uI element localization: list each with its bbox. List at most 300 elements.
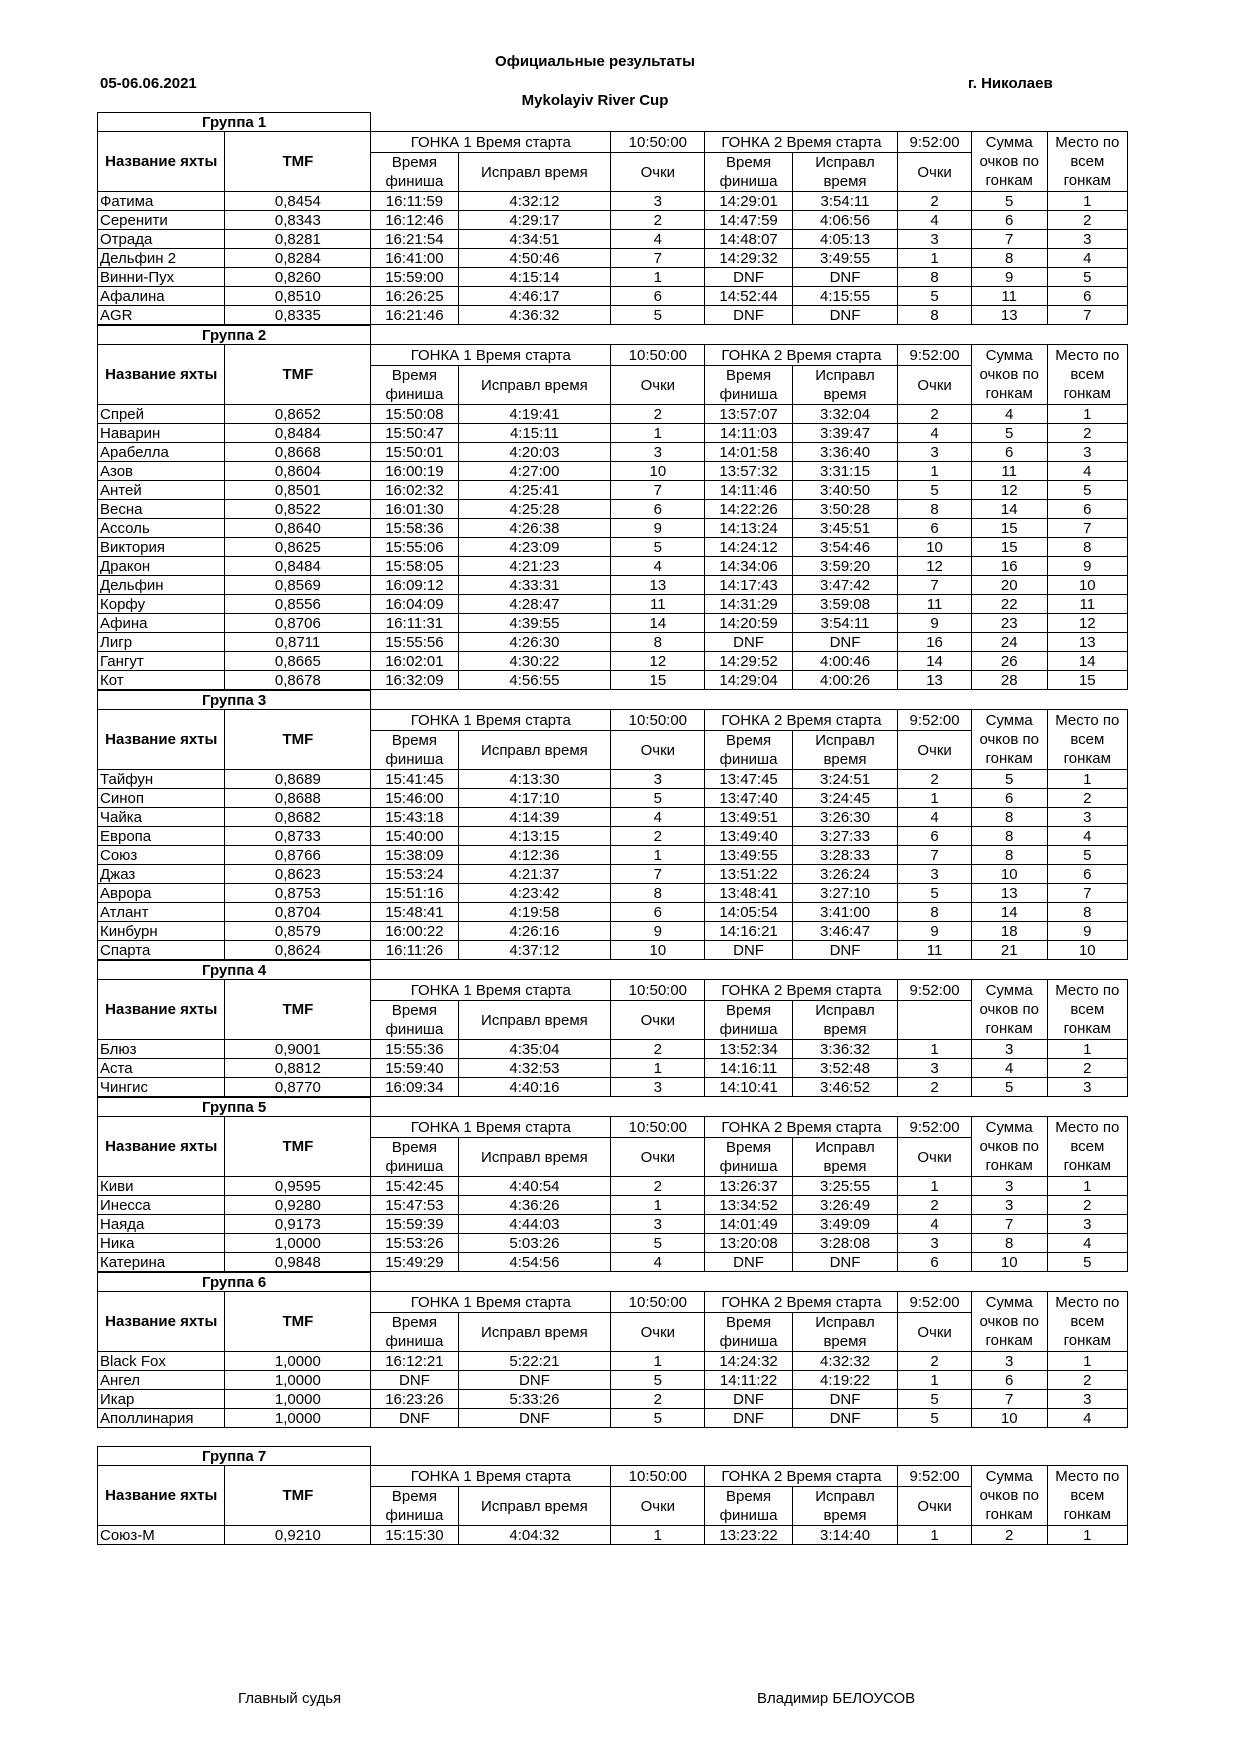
- col-header-race1-points: Очки: [611, 731, 705, 770]
- race1-finish: 16:01:30: [371, 500, 458, 519]
- race1-header: ГОНКА 1 Время старта: [371, 710, 611, 731]
- yacht-name: Спрей: [98, 405, 225, 424]
- race2-finish: 13:26:37: [705, 1177, 792, 1196]
- race1-points: 3: [611, 1215, 705, 1234]
- race1-corrected: 4:36:26: [458, 1196, 611, 1215]
- race1-finish: 15:59:39: [371, 1215, 458, 1234]
- col-header-sum: Сумма очков по гонкам: [971, 1117, 1047, 1177]
- tmf-value: 0,8753: [225, 884, 371, 903]
- yacht-name: Аста: [98, 1059, 225, 1078]
- yacht-name: Арабелла: [98, 443, 225, 462]
- tmf-value: 0,8335: [225, 306, 371, 325]
- yacht-name: Гангут: [98, 652, 225, 671]
- tmf-value: 0,8706: [225, 614, 371, 633]
- race2-corrected: DNF: [792, 268, 898, 287]
- race1-finish: 16:23:26: [371, 1390, 458, 1409]
- overall-place: 6: [1047, 287, 1127, 306]
- race1-points: 1: [611, 424, 705, 443]
- col-header-tmf: TMF: [225, 1292, 371, 1352]
- race2-points: 1: [898, 1371, 971, 1390]
- table-row: [98, 1215, 1128, 1234]
- race2-points: 2: [898, 1196, 971, 1215]
- race1-finish: 16:12:46: [371, 211, 458, 230]
- col-header-name: Название яхты: [98, 1117, 225, 1177]
- overall-place: 3: [1047, 230, 1127, 249]
- race1-corrected: DNF: [458, 1371, 611, 1390]
- race2-header: ГОНКА 2 Время старта: [705, 1292, 898, 1313]
- overall-place: 10: [1047, 941, 1127, 960]
- table-row: [98, 1390, 1128, 1409]
- col-header-tmf: TMF: [225, 710, 371, 770]
- race2-corrected: 3:36:40: [792, 443, 898, 462]
- race1-finish: 15:55:06: [371, 538, 458, 557]
- tmf-value: 0,8343: [225, 211, 371, 230]
- race2-finish: 13:49:51: [705, 808, 792, 827]
- yacht-name: Инесса: [98, 1196, 225, 1215]
- race1-points: 4: [611, 808, 705, 827]
- race1-corrected: 4:25:41: [458, 481, 611, 500]
- yacht-name: Ника: [98, 1234, 225, 1253]
- race1-corrected: 4:30:22: [458, 652, 611, 671]
- race2-corrected: DNF: [792, 941, 898, 960]
- yacht-name: Весна: [98, 500, 225, 519]
- total-points: 4: [971, 1059, 1047, 1078]
- group-title: Группа 5: [98, 1098, 371, 1117]
- table-row: [98, 1352, 1128, 1371]
- col-header-race2-finish: Время финиша: [705, 1487, 792, 1526]
- race1-points: 15: [611, 671, 705, 690]
- col-header-race1-corrected: Исправл время: [458, 1001, 611, 1040]
- col-header-race1-finish: Время финиша: [371, 731, 458, 770]
- race1-finish: 16:04:09: [371, 595, 458, 614]
- race1-corrected: 4:28:47: [458, 595, 611, 614]
- total-points: 2: [971, 1526, 1047, 1545]
- race1-finish: 16:11:26: [371, 941, 458, 960]
- race2-points: 6: [898, 519, 971, 538]
- race2-finish: 14:11:22: [705, 1371, 792, 1390]
- tmf-value: 0,8704: [225, 903, 371, 922]
- total-points: 8: [971, 846, 1047, 865]
- race1-finish: 15:46:00: [371, 789, 458, 808]
- race2-points: 9: [898, 922, 971, 941]
- tmf-value: 0,8484: [225, 424, 371, 443]
- yacht-name: Аполлинария: [98, 1409, 225, 1428]
- race1-corrected: 4:23:42: [458, 884, 611, 903]
- overall-place: 5: [1047, 1253, 1127, 1272]
- table-row: [98, 424, 1128, 443]
- yacht-name: Джаз: [98, 865, 225, 884]
- tmf-value: 0,8579: [225, 922, 371, 941]
- race2-finish: 14:24:12: [705, 538, 792, 557]
- table-row: [98, 576, 1128, 595]
- race2-header: ГОНКА 2 Время старта: [705, 345, 898, 366]
- overall-place: 9: [1047, 922, 1127, 941]
- overall-place: 1: [1047, 405, 1127, 424]
- race2-corrected: 4:32:32: [792, 1352, 898, 1371]
- race2-finish: 14:22:26: [705, 500, 792, 519]
- race1-points: 12: [611, 652, 705, 671]
- event-date: 05-06.06.2021: [100, 75, 197, 92]
- group-title: Группа 1: [98, 113, 371, 132]
- race1-header: ГОНКА 1 Время старта: [371, 345, 611, 366]
- yacht-name: Кот: [98, 671, 225, 690]
- race2-corrected: 3:46:52: [792, 1078, 898, 1097]
- race2-points: 3: [898, 1059, 971, 1078]
- race2-corrected: 3:40:50: [792, 481, 898, 500]
- race1-points: 5: [611, 1234, 705, 1253]
- table-row: [98, 1409, 1128, 1428]
- race2-points: 7: [898, 846, 971, 865]
- race1-corrected: 4:19:41: [458, 405, 611, 424]
- race1-finish: DNF: [371, 1371, 458, 1390]
- col-header-race1-corrected: Исправл время: [458, 1313, 611, 1352]
- race1-start-time: 10:50:00: [611, 1117, 705, 1138]
- race1-corrected: 4:40:16: [458, 1078, 611, 1097]
- race1-points: 2: [611, 1390, 705, 1409]
- race2-finish: 14:24:32: [705, 1352, 792, 1371]
- yacht-name: Аврора: [98, 884, 225, 903]
- col-header-tmf: TMF: [225, 980, 371, 1040]
- race2-corrected: 3:39:47: [792, 424, 898, 443]
- table-row: [98, 1253, 1128, 1272]
- race2-points: 11: [898, 595, 971, 614]
- race2-finish: 13:57:07: [705, 405, 792, 424]
- total-points: 11: [971, 462, 1047, 481]
- race2-finish: 14:11:46: [705, 481, 792, 500]
- col-header-race1-corrected: Исправл время: [458, 1138, 611, 1177]
- race1-finish: 15:48:41: [371, 903, 458, 922]
- overall-place: 2: [1047, 211, 1127, 230]
- table-row: [98, 287, 1128, 306]
- race1-corrected: 4:40:54: [458, 1177, 611, 1196]
- col-header-race1-finish: Время финиша: [371, 366, 458, 405]
- col-header-race1-finish: Время финиша: [371, 1138, 458, 1177]
- col-header-place: Место по всем гонкам: [1047, 132, 1127, 192]
- race1-start-time: 10:50:00: [611, 1466, 705, 1487]
- race1-points: 2: [611, 1040, 705, 1059]
- race1-corrected: 4:33:31: [458, 576, 611, 595]
- race1-corrected: 4:29:17: [458, 211, 611, 230]
- table-row: [98, 652, 1128, 671]
- race1-finish: 16:21:46: [371, 306, 458, 325]
- race1-header: ГОНКА 1 Время старта: [371, 1466, 611, 1487]
- total-points: 20: [971, 576, 1047, 595]
- race2-header: ГОНКА 2 Время старта: [705, 1117, 898, 1138]
- race1-finish: 15:47:53: [371, 1196, 458, 1215]
- tmf-value: 0,8501: [225, 481, 371, 500]
- yacht-name: Дельфин: [98, 576, 225, 595]
- race1-start-time: 10:50:00: [611, 1292, 705, 1313]
- table-row: [98, 789, 1128, 808]
- race1-corrected: 4:26:16: [458, 922, 611, 941]
- race2-finish: 14:31:29: [705, 595, 792, 614]
- race1-corrected: 5:03:26: [458, 1234, 611, 1253]
- col-header-sum: Сумма очков по гонкам: [971, 1466, 1047, 1526]
- total-points: 15: [971, 538, 1047, 557]
- race1-header: ГОНКА 1 Время старта: [371, 1292, 611, 1313]
- table-row: [98, 865, 1128, 884]
- race1-corrected: 4:23:09: [458, 538, 611, 557]
- group-title-spacer: [371, 1447, 1128, 1466]
- race2-finish: DNF: [705, 1253, 792, 1272]
- total-points: 26: [971, 652, 1047, 671]
- group-title: Группа 6: [98, 1273, 371, 1292]
- table-row: [98, 405, 1128, 424]
- col-header-name: Название яхты: [98, 1292, 225, 1352]
- overall-place: 5: [1047, 481, 1127, 500]
- race2-finish: 13:34:52: [705, 1196, 792, 1215]
- race2-finish: 14:34:06: [705, 557, 792, 576]
- race1-points: 2: [611, 405, 705, 424]
- race2-finish: 14:48:07: [705, 230, 792, 249]
- race1-corrected: 4:15:14: [458, 268, 611, 287]
- race2-finish: 14:52:44: [705, 287, 792, 306]
- race2-points: 2: [898, 1078, 971, 1097]
- race1-points: 5: [611, 789, 705, 808]
- race2-points: 8: [898, 306, 971, 325]
- yacht-name: Союз-М: [98, 1526, 225, 1545]
- race1-corrected: DNF: [458, 1409, 611, 1428]
- event-city: г. Николаев: [968, 75, 1053, 92]
- race1-points: 1: [611, 1059, 705, 1078]
- race1-corrected: 4:19:58: [458, 903, 611, 922]
- col-header-place: Место по всем гонкам: [1047, 345, 1127, 405]
- race2-start-time: 9:52:00: [898, 710, 971, 731]
- race1-corrected: 4:27:00: [458, 462, 611, 481]
- col-header-race2-corrected: Исправл время: [792, 1138, 898, 1177]
- total-points: 7: [971, 1390, 1047, 1409]
- race2-corrected: 3:26:24: [792, 865, 898, 884]
- col-header-tmf: TMF: [225, 1117, 371, 1177]
- race1-finish: 16:12:21: [371, 1352, 458, 1371]
- table-row: [98, 827, 1128, 846]
- total-points: 22: [971, 595, 1047, 614]
- group-title: Группа 2: [98, 326, 371, 345]
- race1-corrected: 4:54:56: [458, 1253, 611, 1272]
- table-row: [98, 633, 1128, 652]
- col-header-race2-points: Очки: [898, 731, 971, 770]
- race2-header: ГОНКА 2 Время старта: [705, 132, 898, 153]
- yacht-name: Азов: [98, 462, 225, 481]
- tmf-value: 0,8711: [225, 633, 371, 652]
- total-points: 6: [971, 443, 1047, 462]
- race2-corrected: 3:31:15: [792, 462, 898, 481]
- race1-points: 11: [611, 595, 705, 614]
- table-row: [98, 941, 1128, 960]
- race1-corrected: 4:13:30: [458, 770, 611, 789]
- overall-place: 2: [1047, 1059, 1127, 1078]
- race2-header: ГОНКА 2 Время старта: [705, 980, 898, 1001]
- overall-place: 14: [1047, 652, 1127, 671]
- col-header-race1-finish: Время финиша: [371, 1313, 458, 1352]
- race2-points: 5: [898, 1390, 971, 1409]
- overall-place: 7: [1047, 306, 1127, 325]
- col-header-sum: Сумма очков по гонкам: [971, 710, 1047, 770]
- yacht-name: Black Fox: [98, 1352, 225, 1371]
- overall-place: 5: [1047, 846, 1127, 865]
- table-row: [98, 1371, 1128, 1390]
- total-points: 10: [971, 1253, 1047, 1272]
- race1-finish: 16:11:59: [371, 192, 458, 211]
- yacht-name: Винни-Пух: [98, 268, 225, 287]
- race2-points: 11: [898, 941, 971, 960]
- col-header-race1-points: Очки: [611, 1313, 705, 1352]
- col-header-race2-corrected: Исправл время: [792, 153, 898, 192]
- race2-finish: 14:29:01: [705, 192, 792, 211]
- race1-corrected: 4:13:15: [458, 827, 611, 846]
- tmf-value: 1,0000: [225, 1234, 371, 1253]
- race2-points: 12: [898, 557, 971, 576]
- col-header-tmf: TMF: [225, 1466, 371, 1526]
- race2-finish: 14:01:58: [705, 443, 792, 462]
- race2-start-time: 9:52:00: [898, 1466, 971, 1487]
- overall-place: 9: [1047, 557, 1127, 576]
- race1-points: 1: [611, 1352, 705, 1371]
- total-points: 9: [971, 268, 1047, 287]
- overall-place: 5: [1047, 268, 1127, 287]
- table-row: [98, 1059, 1128, 1078]
- group-table: [97, 1272, 1128, 1428]
- group-title-spacer: [371, 113, 1128, 132]
- tmf-value: 0,8766: [225, 846, 371, 865]
- tmf-value: 0,8682: [225, 808, 371, 827]
- col-header-place: Место по всем гонкам: [1047, 710, 1127, 770]
- table-row: [98, 500, 1128, 519]
- race1-finish: 15:50:01: [371, 443, 458, 462]
- tmf-value: 0,8812: [225, 1059, 371, 1078]
- tmf-value: 0,8284: [225, 249, 371, 268]
- group-table: [97, 1097, 1128, 1272]
- total-points: 5: [971, 770, 1047, 789]
- race1-corrected: 4:50:46: [458, 249, 611, 268]
- group-title: Группа 4: [98, 961, 371, 980]
- race2-corrected: DNF: [792, 633, 898, 652]
- race2-corrected: 3:36:32: [792, 1040, 898, 1059]
- race1-finish: 15:55:36: [371, 1040, 458, 1059]
- overall-place: 1: [1047, 1352, 1127, 1371]
- race1-corrected: 4:04:32: [458, 1526, 611, 1545]
- race1-finish: 15:58:05: [371, 557, 458, 576]
- race2-points: 8: [898, 500, 971, 519]
- race2-corrected: 4:06:56: [792, 211, 898, 230]
- race2-points: 8: [898, 903, 971, 922]
- race2-finish: 14:16:11: [705, 1059, 792, 1078]
- race1-points: 7: [611, 865, 705, 884]
- race1-points: 5: [611, 1409, 705, 1428]
- race2-points: 4: [898, 424, 971, 443]
- yacht-name: Наварин: [98, 424, 225, 443]
- race2-finish: DNF: [705, 1390, 792, 1409]
- race2-points: 2: [898, 1352, 971, 1371]
- col-header-race1-points: Очки: [611, 1001, 705, 1040]
- group-title-spacer: [371, 691, 1128, 710]
- race2-corrected: 4:00:46: [792, 652, 898, 671]
- col-header-name: Название яхты: [98, 1466, 225, 1526]
- tmf-value: 0,8623: [225, 865, 371, 884]
- tmf-value: 0,8522: [225, 500, 371, 519]
- tmf-value: 0,8281: [225, 230, 371, 249]
- total-points: 8: [971, 1234, 1047, 1253]
- race1-corrected: 4:34:51: [458, 230, 611, 249]
- race1-finish: 15:59:00: [371, 268, 458, 287]
- chief-judge-label: Главный судья: [238, 1690, 342, 1707]
- group-table: [97, 325, 1128, 690]
- race2-corrected: 3:54:46: [792, 538, 898, 557]
- col-header-name: Название яхты: [98, 132, 225, 192]
- race2-finish: 14:01:49: [705, 1215, 792, 1234]
- col-header-race1-finish: Время финиша: [371, 153, 458, 192]
- yacht-name: Виктория: [98, 538, 225, 557]
- race1-corrected: 4:39:55: [458, 614, 611, 633]
- table-row: [98, 614, 1128, 633]
- race1-points: 2: [611, 827, 705, 846]
- yacht-name: Наяда: [98, 1215, 225, 1234]
- col-header-race1-finish: Время финиша: [371, 1001, 458, 1040]
- table-row: [98, 846, 1128, 865]
- table-row: [98, 808, 1128, 827]
- race2-corrected: 3:27:10: [792, 884, 898, 903]
- race1-corrected: 4:26:30: [458, 633, 611, 652]
- col-header-race2-finish: Время финиша: [705, 366, 792, 405]
- race1-points: 5: [611, 1371, 705, 1390]
- race1-corrected: 4:21:23: [458, 557, 611, 576]
- race2-points: 1: [898, 249, 971, 268]
- overall-place: 4: [1047, 1234, 1127, 1253]
- tmf-value: 0,8624: [225, 941, 371, 960]
- race2-points: 2: [898, 192, 971, 211]
- overall-place: 2: [1047, 789, 1127, 808]
- race2-corrected: 3:26:49: [792, 1196, 898, 1215]
- tmf-value: 0,9280: [225, 1196, 371, 1215]
- tmf-value: 0,8510: [225, 287, 371, 306]
- group-table: [97, 112, 1128, 325]
- race2-finish: DNF: [705, 633, 792, 652]
- yacht-name: Катерина: [98, 1253, 225, 1272]
- group-table: [97, 1446, 1128, 1545]
- race1-points: 6: [611, 500, 705, 519]
- race2-points: 6: [898, 1253, 971, 1272]
- race2-corrected: 3:59:08: [792, 595, 898, 614]
- race1-finish: 16:11:31: [371, 614, 458, 633]
- race2-finish: 14:16:21: [705, 922, 792, 941]
- tmf-value: 0,9848: [225, 1253, 371, 1272]
- table-row: [98, 249, 1128, 268]
- race1-finish: 16:02:32: [371, 481, 458, 500]
- race2-start-time: 9:52:00: [898, 345, 971, 366]
- overall-place: 1: [1047, 192, 1127, 211]
- tmf-value: 0,8689: [225, 770, 371, 789]
- total-points: 23: [971, 614, 1047, 633]
- tmf-value: 0,9001: [225, 1040, 371, 1059]
- col-header-name: Название яхты: [98, 710, 225, 770]
- race1-finish: 16:32:09: [371, 671, 458, 690]
- race1-corrected: 5:22:21: [458, 1352, 611, 1371]
- race2-finish: 14:20:59: [705, 614, 792, 633]
- race2-points: 5: [898, 287, 971, 306]
- total-points: 13: [971, 306, 1047, 325]
- overall-place: 7: [1047, 519, 1127, 538]
- race2-corrected: 3:24:51: [792, 770, 898, 789]
- group-title-spacer: [371, 1098, 1128, 1117]
- race2-corrected: 4:00:26: [792, 671, 898, 690]
- col-header-race2-points: [898, 1001, 971, 1040]
- race2-points: 3: [898, 1234, 971, 1253]
- overall-place: 8: [1047, 903, 1127, 922]
- race2-header: ГОНКА 2 Время старта: [705, 1466, 898, 1487]
- tmf-value: 0,8569: [225, 576, 371, 595]
- overall-place: 8: [1047, 538, 1127, 557]
- race2-finish: 13:48:41: [705, 884, 792, 903]
